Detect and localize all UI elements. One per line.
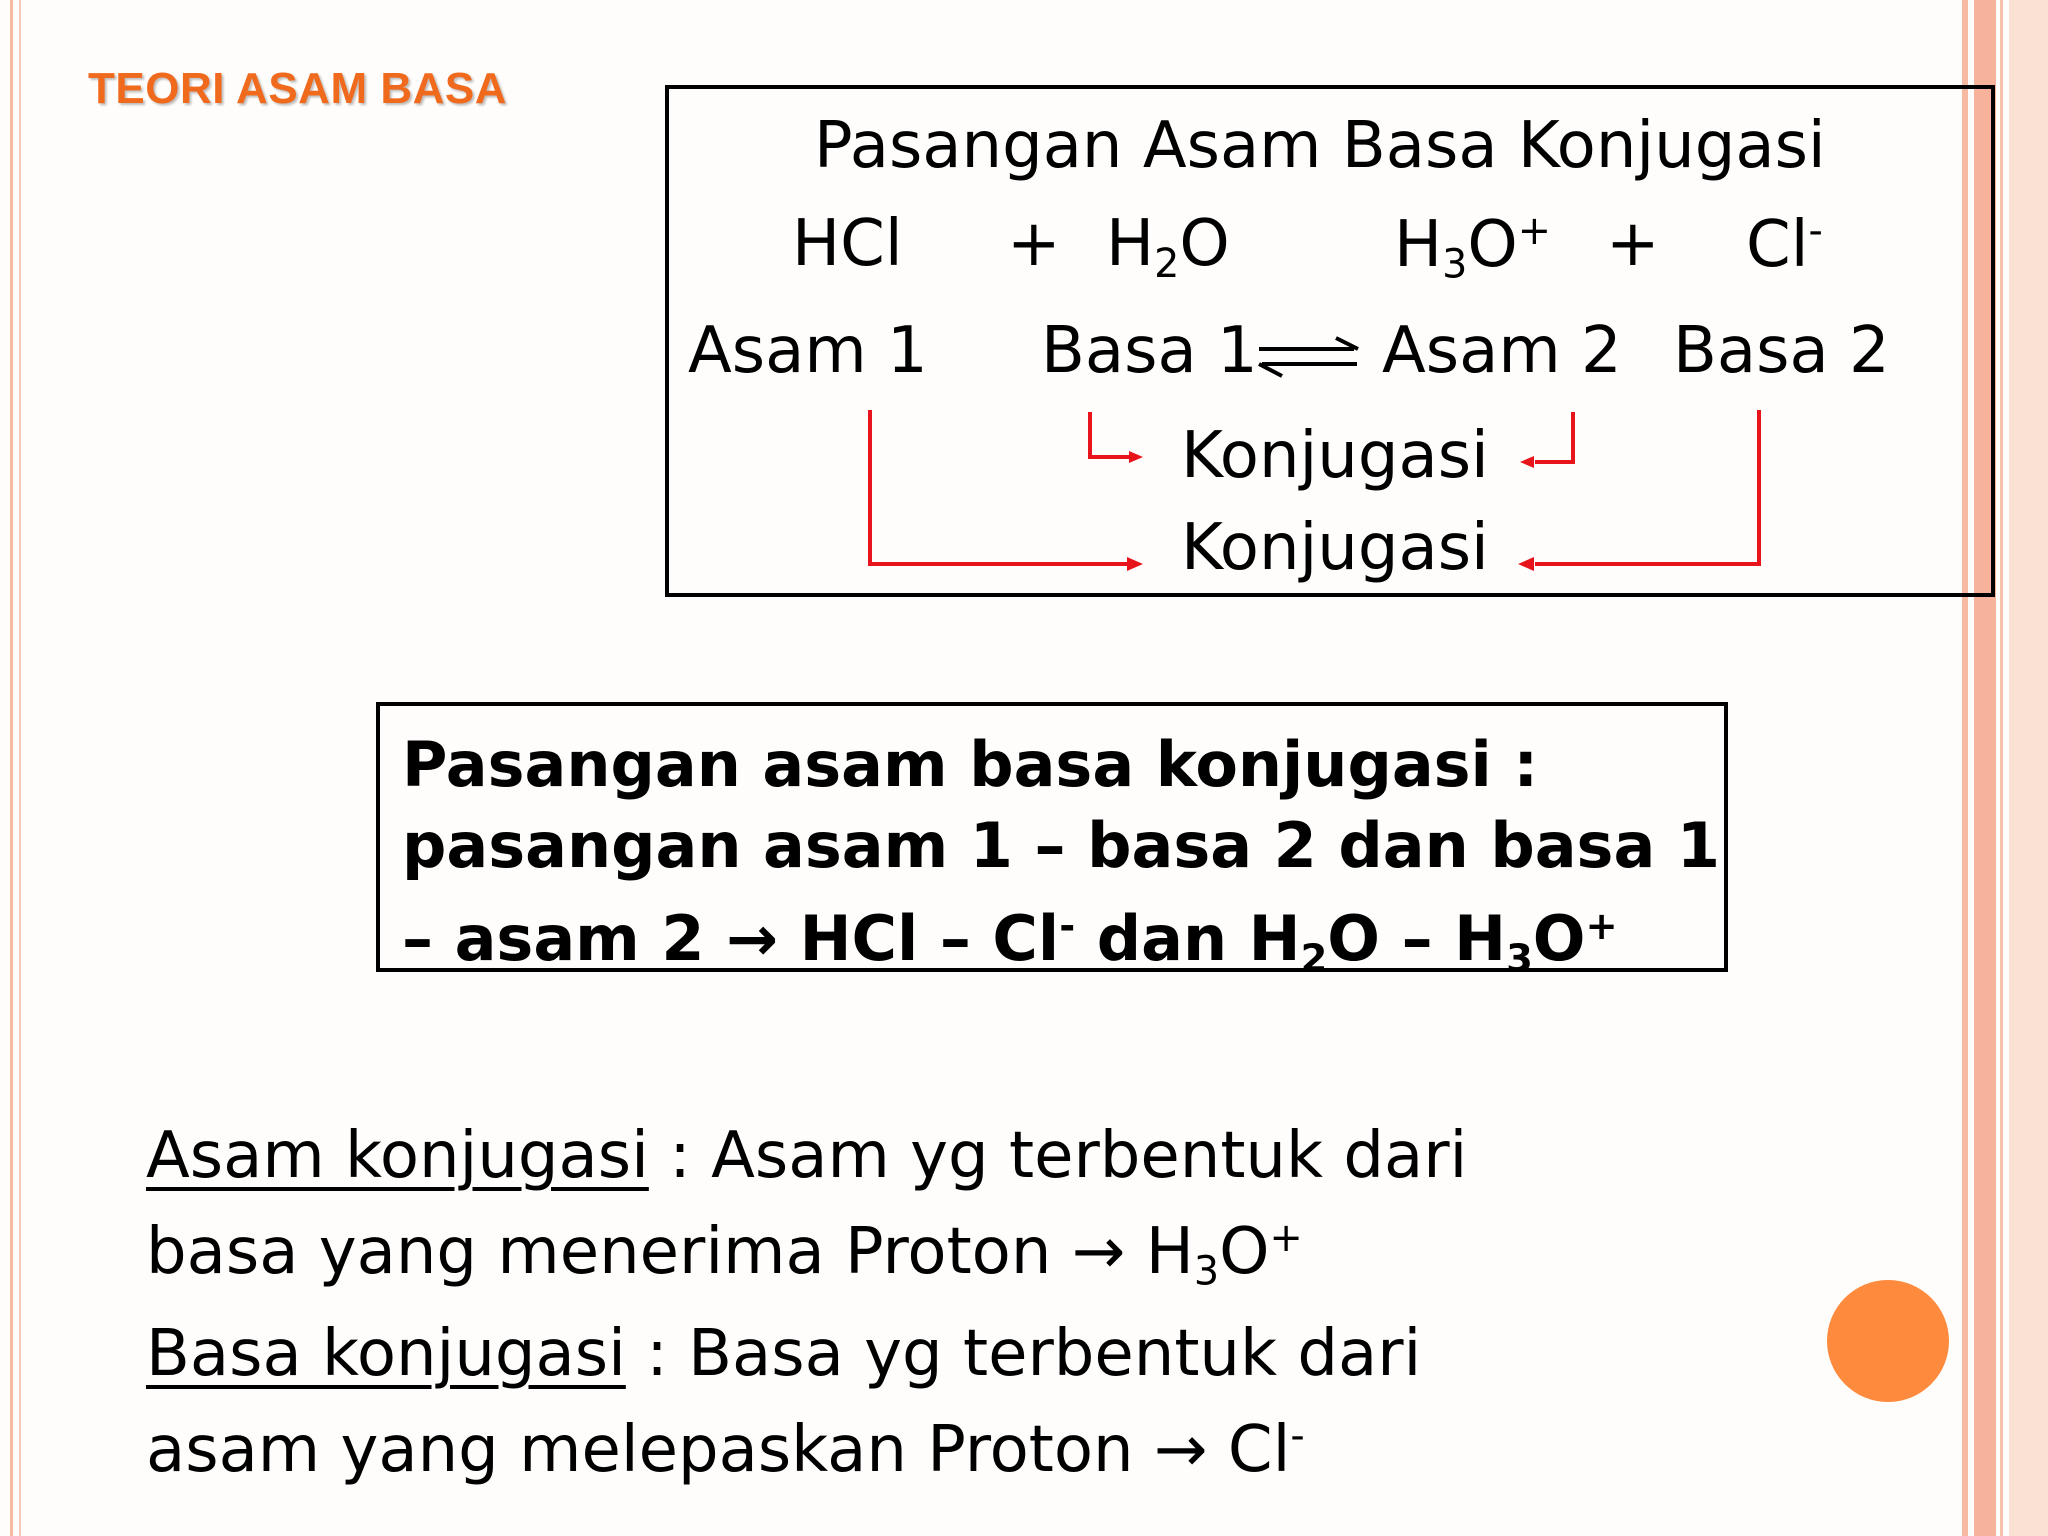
inner-left-arrow	[1090, 412, 1130, 457]
label-asam-2: Asam 2	[1382, 314, 1622, 388]
plus-sign: +	[1606, 207, 1660, 281]
reactant-water: $H_2O$	[1106, 207, 1230, 287]
acid-conjugate-line-1: Asam konjugasi : Asam yg terbentuk dari	[146, 1119, 1468, 1193]
definition-box	[376, 702, 1728, 982]
right-arrow-icon: →	[726, 902, 779, 976]
decorative-orange-circle	[1827, 1280, 1949, 1402]
base-conjugate-line-1: Basa konjugasi : Basa yg terbentuk dari	[146, 1316, 1422, 1391]
product-hydronium: $H_3O^+$	[1394, 207, 1551, 288]
product-chloride: Cl-	[1746, 207, 1823, 282]
base-conjugate-term: Basa konjugasi	[146, 1316, 626, 1391]
label-basa-2: Basa 2	[1673, 314, 1890, 388]
acid-conjugate-term: Asam konjugasi	[146, 1119, 649, 1193]
plus-sign: +	[1007, 207, 1061, 281]
reactant-hcl: HCl	[792, 207, 903, 281]
label-basa-1: Basa 1	[1041, 314, 1258, 388]
konjugasi-inner-label: Konjugasi	[1181, 419, 1489, 493]
base-conjugate-line-2: asam yang melepaskan Proton → Cl-	[146, 1412, 1305, 1487]
definition-line-1: Pasangan asam basa konjugasi :	[402, 728, 1539, 801]
right-arrow-icon: →	[1153, 1412, 1208, 1487]
diagram-heading: Pasangan Asam Basa Konjugasi	[814, 109, 1826, 183]
label-asam-1: Asam 1	[688, 314, 928, 388]
inner-right-arrow	[1535, 412, 1573, 462]
conjugate-definitions	[146, 1115, 1467, 1491]
konjugasi-outer-label: Konjugasi	[1181, 511, 1489, 585]
right-arrow-icon: →	[1071, 1214, 1126, 1289]
definition-line-3: – asam 2 → HCl – Cl- dan $H_2O - H_3O^+$	[402, 902, 1618, 982]
definition-line-2: pasangan asam 1 – basa 2 dan basa 1	[402, 809, 1721, 882]
outer-right-arrow	[1535, 410, 1759, 564]
acid-conjugate-line-2: basa yang menerima Proton → $H_3O^+$	[146, 1214, 1303, 1295]
slide-title: TEORI ASAM BASA	[88, 64, 507, 113]
